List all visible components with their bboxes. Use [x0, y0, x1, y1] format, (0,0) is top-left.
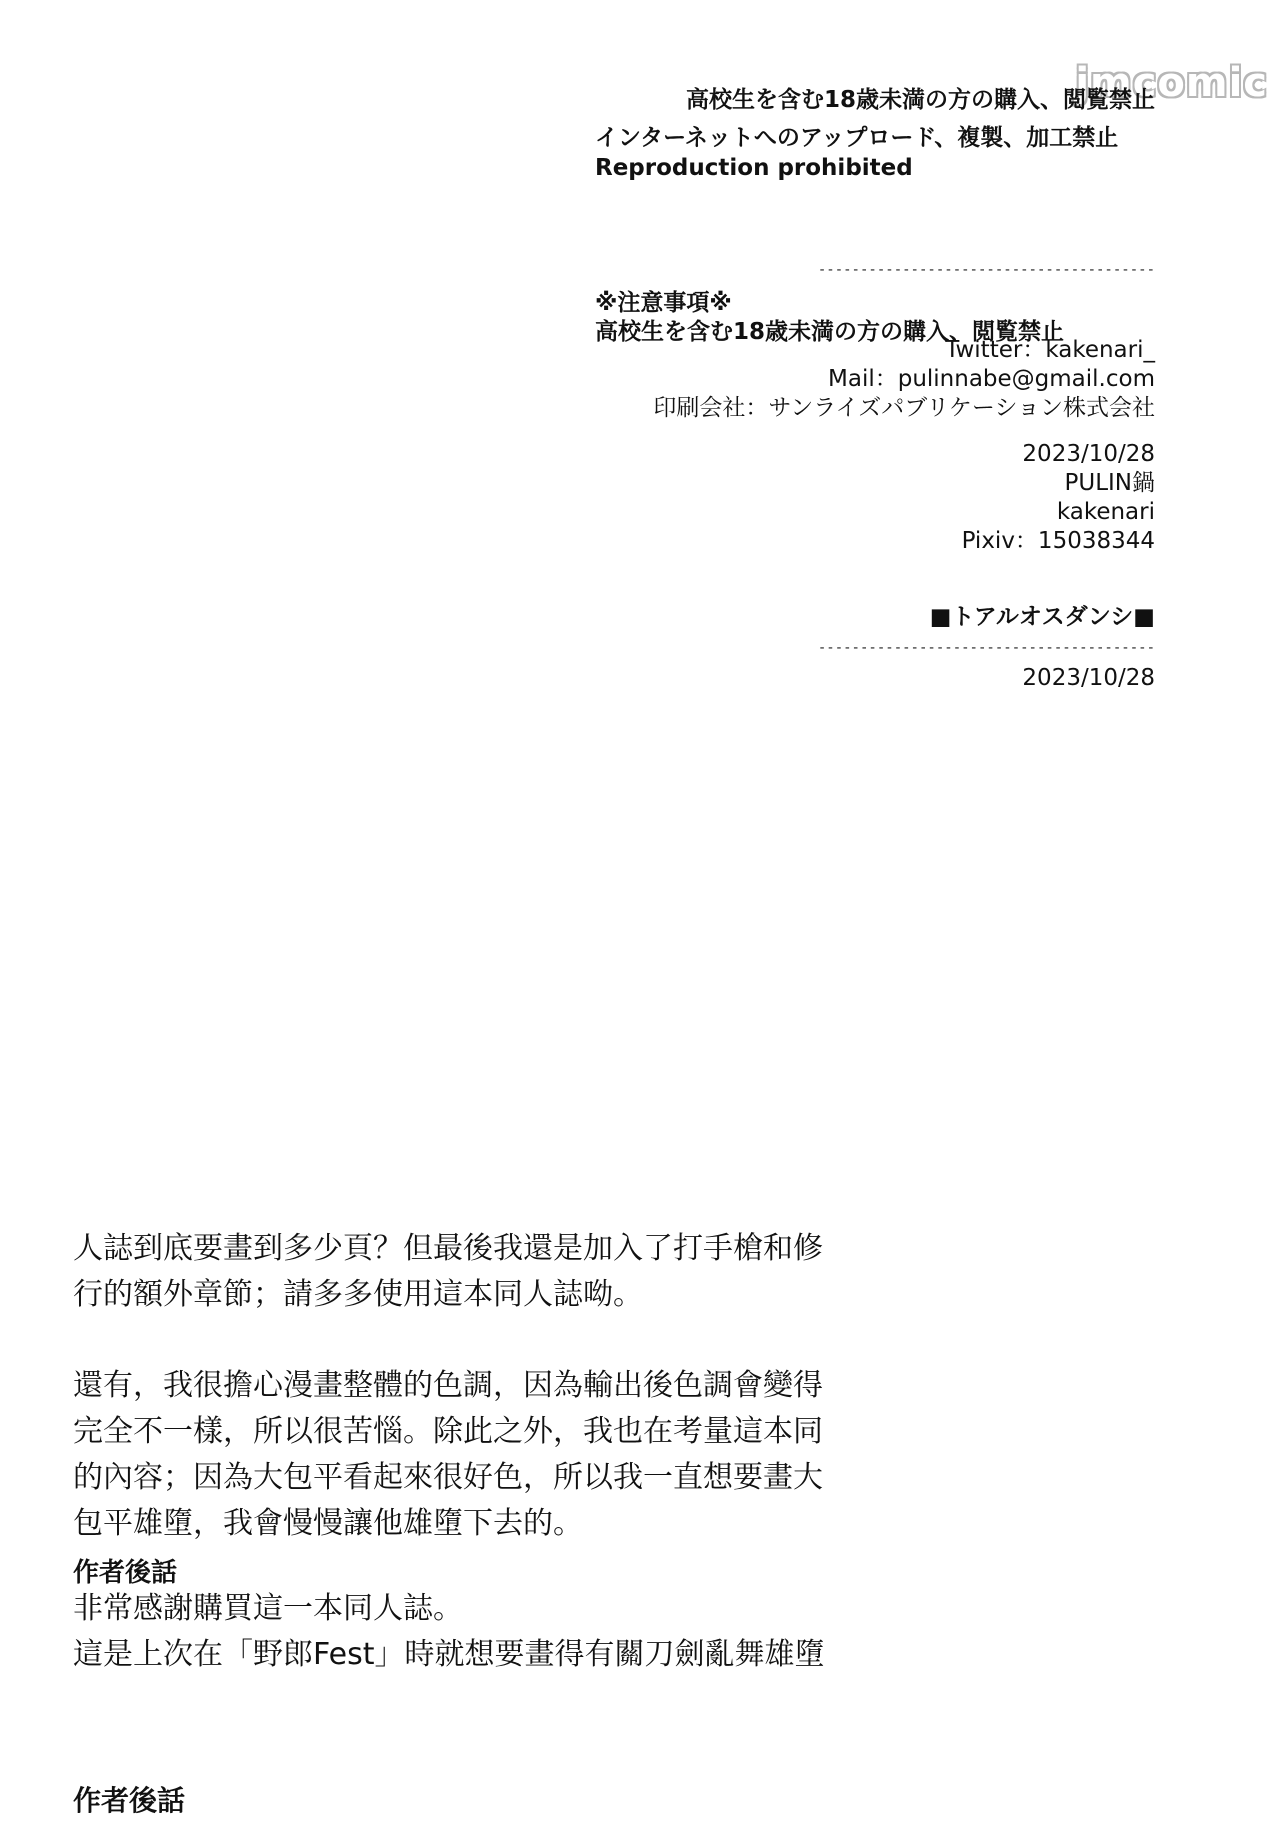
afterword-para2-line3: 的內容；因為大包平看起來很好色，所以我一直想要畫大	[73, 1460, 823, 1495]
clipped-afterword-heading: 作者後話	[73, 1558, 178, 1588]
afterword-para2-line1: 還有，我很擔心漫畫整體的色調，因為輸出後色調會變得	[73, 1368, 823, 1403]
afterword-para1-line2: 行的額外章節；請多多使用這本同人誌呦。	[73, 1277, 643, 1312]
afterword-para2-line4: 包平雄墮，我會慢慢讓他雄墮下去的。	[73, 1506, 583, 1541]
clipped-notice-line: 高校生を含む18歳未満の方の購入、閲覧禁止	[595, 319, 1065, 345]
afterword-para1-line1: 人誌到底要畫到多少頁？但最後我還是加入了打手槍和修	[73, 1231, 823, 1266]
watermark-logo: jmcomic	[1075, 60, 1268, 106]
book-title: ■トアルオスダンシ■	[929, 604, 1155, 630]
date-line: 2023/10/28	[1022, 441, 1155, 467]
afterword-heading: 作者後話	[73, 1784, 186, 1817]
mail-line: Mail：pulinnabe@gmail.com	[828, 366, 1155, 392]
printer-line: 印刷会社：サンライズパブリケーション株式会社	[653, 395, 1155, 421]
afterword-para3-line1: 非常感謝購買這一本同人誌。	[73, 1591, 463, 1626]
clipped-age-restriction-line: 高校生を含む18歳未満の方の購入、閲覧禁止	[685, 87, 1155, 113]
divider-bottom: ----------------------------------------	[817, 640, 1155, 656]
circle-line: PULIN鍋	[1064, 470, 1155, 496]
notice-heading: ※注意事項※	[595, 290, 732, 316]
afterword-para2-line2: 完全不一樣，所以很苦惱。除此之外，我也在考量這本同	[73, 1414, 823, 1449]
pixiv-line: Pixiv：15038344	[961, 528, 1155, 554]
divider-top: ----------------------------------------	[817, 262, 1155, 278]
reproduction-prohibited-line: Reproduction prohibited	[595, 155, 913, 181]
clipped-date-line: 2023/10/28	[1022, 665, 1155, 691]
afterword-para3-line2: 這是上次在「野郎Fest」時就想要畫得有關刀劍亂舞雄墮	[73, 1637, 825, 1672]
upload-prohibited-line: インターネットへのアップロード、複製、加工禁止	[595, 125, 1119, 151]
author-line: kakenari	[1056, 499, 1155, 525]
twitter-line: Twitter：kakenari_	[945, 337, 1155, 363]
